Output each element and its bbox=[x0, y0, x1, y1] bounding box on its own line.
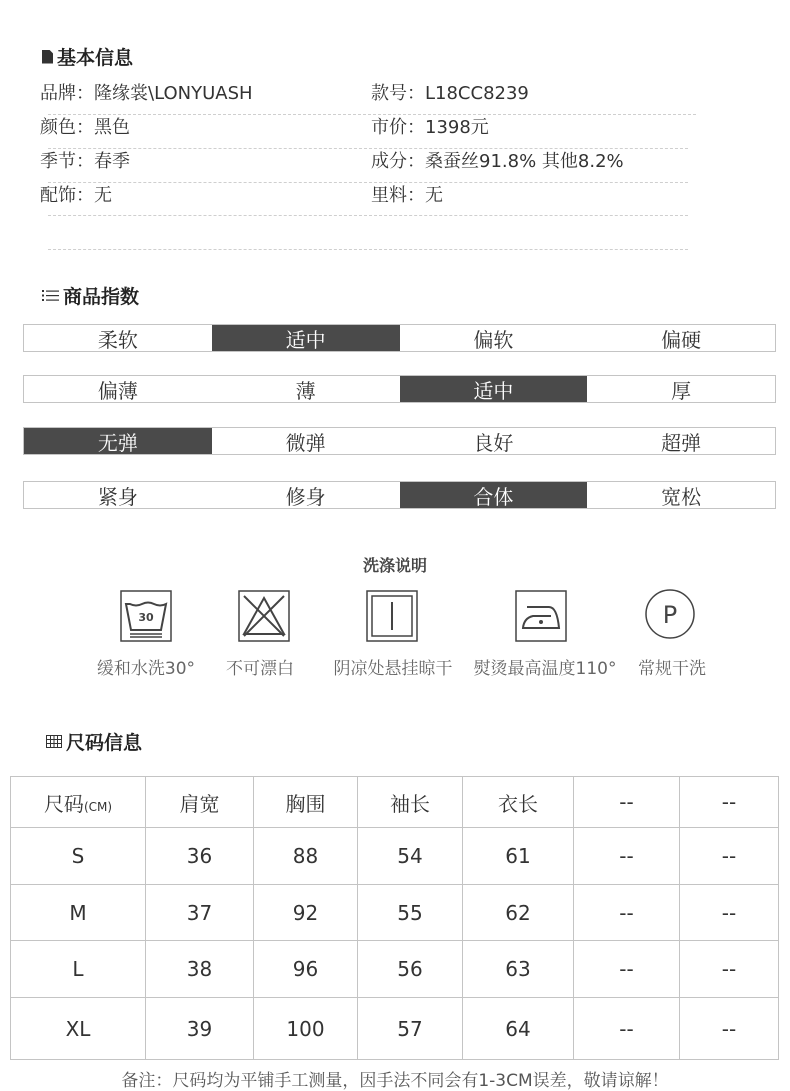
info-lining: 里料：无 bbox=[371, 185, 443, 206]
table-cell: 96 bbox=[254, 941, 358, 998]
scale-option: 偏软 bbox=[473, 327, 514, 352]
table-header-cell: 胸围 bbox=[254, 777, 358, 828]
table-cell: 88 bbox=[254, 828, 358, 885]
table-cell: L bbox=[11, 941, 146, 998]
table-row bbox=[11, 828, 779, 885]
gentle-wash-30-icon bbox=[120, 590, 172, 642]
scale-option: 微弹 bbox=[285, 430, 326, 455]
scale-option: 修身 bbox=[285, 484, 326, 509]
scale-option: 宽松 bbox=[661, 484, 702, 509]
table-cell: S bbox=[11, 828, 146, 885]
table-cell: M bbox=[11, 885, 146, 941]
table-header-cell: -- bbox=[574, 777, 680, 828]
table-row bbox=[11, 885, 779, 941]
basic-info-title: 基本信息 bbox=[42, 43, 133, 70]
wash-title: 洗涤说明 bbox=[362, 556, 427, 575]
table-cell: 38 bbox=[146, 941, 254, 998]
table-cell: 36 bbox=[146, 828, 254, 885]
info-accessory: 配饰：无 bbox=[40, 185, 112, 206]
scale-option: 无弹 bbox=[24, 428, 212, 454]
scale-option: 薄 bbox=[295, 378, 316, 403]
table-cell: 61 bbox=[463, 828, 574, 885]
table-header-cell: 衣长 bbox=[463, 777, 574, 828]
table-cell: 63 bbox=[463, 941, 574, 998]
table-cell: 64 bbox=[463, 998, 574, 1060]
table-header-row bbox=[11, 777, 779, 828]
iron-110-icon bbox=[515, 590, 567, 642]
scale-option: 厚 bbox=[671, 378, 692, 403]
info-price: 市价：1398元 bbox=[371, 117, 489, 138]
info-style-no: 款号：L18CC8239 bbox=[371, 83, 529, 104]
info-material: 成分：桑蚕丝91.8% 其他8.2% bbox=[371, 151, 624, 172]
table-cell: 100 bbox=[254, 998, 358, 1060]
table-header-cell: 肩宽 bbox=[146, 777, 254, 828]
size-info-title: 尺码信息 bbox=[46, 728, 142, 755]
scale-option: 超弹 bbox=[661, 430, 702, 455]
size-note: 备注：尺码均为平铺手工测量，因手法不同会有1-3CM误差，敬请谅解！ bbox=[121, 1071, 669, 1091]
table-cell: -- bbox=[680, 885, 779, 941]
divider bbox=[48, 114, 696, 115]
wash-label: 不可漂白 bbox=[226, 659, 294, 679]
table-header-cell: 袖长 bbox=[358, 777, 463, 828]
svg-text:P: P bbox=[662, 601, 678, 629]
table-cell: -- bbox=[574, 998, 680, 1060]
grid-icon bbox=[46, 735, 62, 748]
table-cell: 37 bbox=[146, 885, 254, 941]
table-cell: 56 bbox=[358, 941, 463, 998]
line-dry-shade-icon bbox=[366, 590, 418, 642]
scale-option: 柔软 bbox=[97, 327, 138, 352]
table-header-cell: 尺码(CM) bbox=[11, 777, 146, 828]
no-bleach-icon bbox=[238, 590, 290, 642]
list-icon bbox=[42, 289, 59, 302]
table-cell: -- bbox=[574, 941, 680, 998]
divider bbox=[48, 215, 688, 216]
table-row bbox=[11, 998, 779, 1060]
wash-label: 熨烫最高温度110° bbox=[473, 659, 617, 679]
table-cell: 55 bbox=[358, 885, 463, 941]
dry-clean-icon bbox=[644, 588, 696, 640]
table-cell: 39 bbox=[146, 998, 254, 1060]
scale-option: 适中 bbox=[400, 376, 588, 402]
scale-option: 偏硬 bbox=[661, 327, 702, 352]
wash-label: 阴凉处悬挂晾干 bbox=[333, 659, 453, 679]
table-cell: 57 bbox=[358, 998, 463, 1060]
table-cell: -- bbox=[680, 941, 779, 998]
size-table bbox=[10, 776, 779, 1060]
scale-option: 紧身 bbox=[97, 484, 138, 509]
table-row bbox=[11, 941, 779, 998]
scale-option: 合体 bbox=[400, 482, 588, 508]
scale-option: 适中 bbox=[212, 325, 400, 351]
table-cell: XL bbox=[11, 998, 146, 1060]
divider bbox=[48, 182, 688, 183]
wash-label: 常规干洗 bbox=[638, 659, 706, 679]
product-index-title: 商品指数 bbox=[42, 282, 139, 309]
table-cell: 54 bbox=[358, 828, 463, 885]
table-cell: -- bbox=[680, 828, 779, 885]
table-cell: -- bbox=[574, 828, 680, 885]
table-header-cell: -- bbox=[680, 777, 779, 828]
elasticity-scale bbox=[23, 427, 776, 455]
info-brand: 品牌：隆缘裳\LONYUASH bbox=[40, 83, 253, 104]
wash-label: 缓和水洗30° bbox=[96, 659, 196, 679]
table-cell: 92 bbox=[254, 885, 358, 941]
divider bbox=[48, 249, 688, 250]
info-season: 季节：春季 bbox=[40, 151, 130, 172]
fit-scale bbox=[23, 481, 776, 509]
info-color: 颜色：黑色 bbox=[40, 117, 130, 138]
softness-scale bbox=[23, 324, 776, 352]
table-cell: -- bbox=[680, 998, 779, 1060]
svg-text:30: 30 bbox=[138, 611, 154, 624]
scale-option: 良好 bbox=[473, 430, 514, 455]
document-icon bbox=[42, 50, 53, 64]
table-cell: -- bbox=[574, 885, 680, 941]
thickness-scale bbox=[23, 375, 776, 403]
divider bbox=[48, 148, 688, 149]
table-cell: 62 bbox=[463, 885, 574, 941]
scale-option: 偏薄 bbox=[97, 378, 138, 403]
